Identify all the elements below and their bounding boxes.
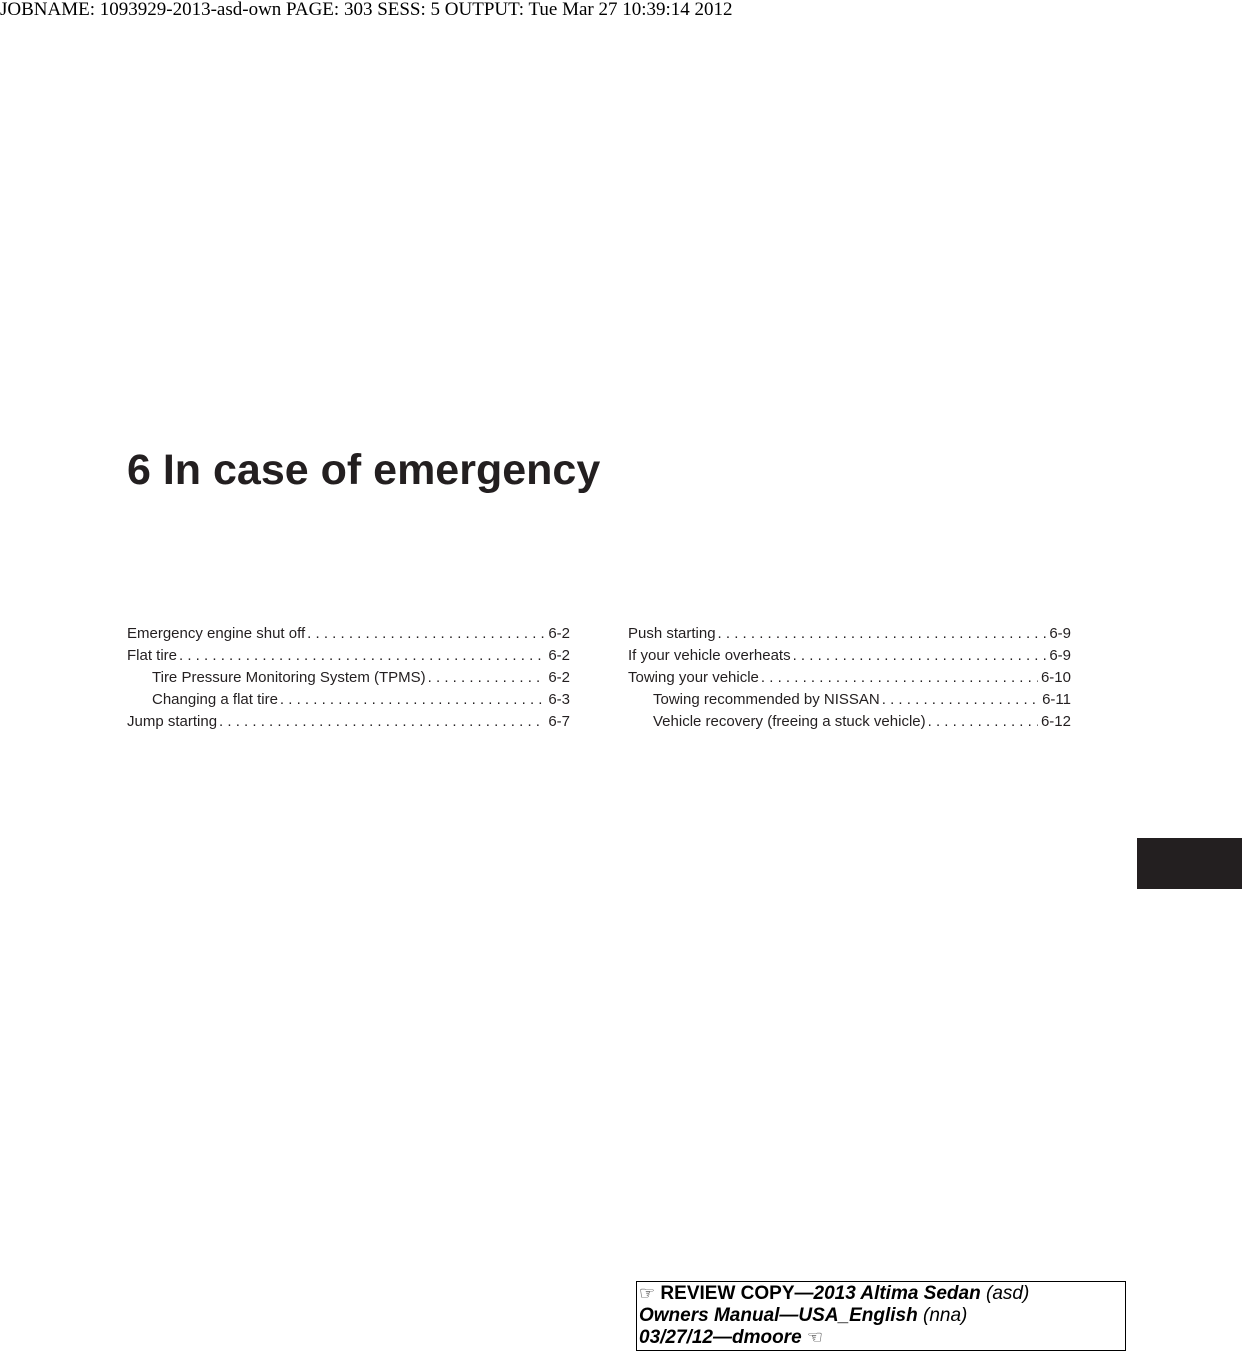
toc-entry[interactable] [127,711,570,733]
review-date-user: 03/27/12—dmoore [639,1327,802,1348]
toc-entry-text: Push starting [628,625,716,642]
toc-entry-page: 6-9 [1049,625,1071,642]
toc-subentry[interactable] [127,689,570,711]
job-header: JOBNAME: 1093929-2013-asd-own PAGE: 303 SESS: 5 OUTPUT: Tue Mar 27 10:39:14 2012 [0,0,733,20]
pointing-hand-left-icon: ☜ [806,1327,824,1348]
pointing-hand-right-icon: ☞ [639,1283,656,1304]
review-line-2 [639,1305,1125,1327]
toc-subentry[interactable] [628,689,1071,711]
toc-entry-page: 6-2 [548,669,570,686]
chapter-tab-marker [1137,838,1242,889]
toc-entry[interactable] [628,645,1071,667]
toc-entry-page: 6-7 [548,713,570,730]
toc-entry[interactable] [628,623,1071,645]
toc-entry-text: Jump starting [127,713,218,730]
toc-entry-text: Flat tire [127,647,178,664]
review-model-code: (asd) [986,1283,1030,1304]
toc-leader [280,689,545,711]
toc-entry[interactable] [628,667,1071,689]
toc-leader [882,689,1039,711]
toc-entry[interactable] [127,645,570,667]
toc-entry[interactable] [127,623,570,645]
toc-entry-text: Towing your vehicle [628,669,759,686]
toc-subentry[interactable] [127,667,570,689]
toc-entry-page: 6-12 [1040,713,1071,730]
toc-entry-page: 6-3 [548,691,570,708]
review-manual: Owners Manual—USA_English [639,1305,918,1326]
review-line-3 [639,1327,1125,1349]
toc-entry-text: Changing a flat tire [152,691,278,708]
toc-entry-text: Towing recommended by NISSAN [653,691,880,708]
review-label: REVIEW COPY— [660,1283,814,1304]
toc-leader [718,623,1047,645]
toc-entry-text: Vehicle recovery (freeing a stuck vehicle) [653,713,926,730]
toc-leader [793,645,1047,667]
toc-entry-page: 6-2 [548,647,570,664]
toc-entry-text: Tire Pressure Monitoring System (TPMS) [152,669,426,686]
review-line-1 [639,1283,1125,1305]
toc-right-column [628,623,1071,733]
toc-subentry[interactable] [628,711,1071,733]
toc-entry-page: 6-11 [1042,691,1071,708]
toc-leader [428,667,546,689]
toc-entry-page: 6-10 [1040,669,1071,686]
toc-entry-text: If your vehicle overheats [628,647,791,664]
review-copy-box [636,1281,1126,1351]
review-lang-code: (nna) [923,1305,968,1326]
toc-leader [219,711,545,733]
toc-entry-text: Emergency engine shut off [127,625,306,642]
toc-leader [761,667,1038,689]
chapter-title: 6 In case of emergency [127,446,601,494]
toc-leader [928,711,1038,733]
toc-leader [307,623,545,645]
toc-entry-page: 6-2 [548,625,570,642]
toc-left-column [127,623,570,733]
toc-entry-page: 6-9 [1049,647,1071,664]
review-model: 2013 Altima Sedan [813,1283,981,1304]
toc-leader [179,645,545,667]
